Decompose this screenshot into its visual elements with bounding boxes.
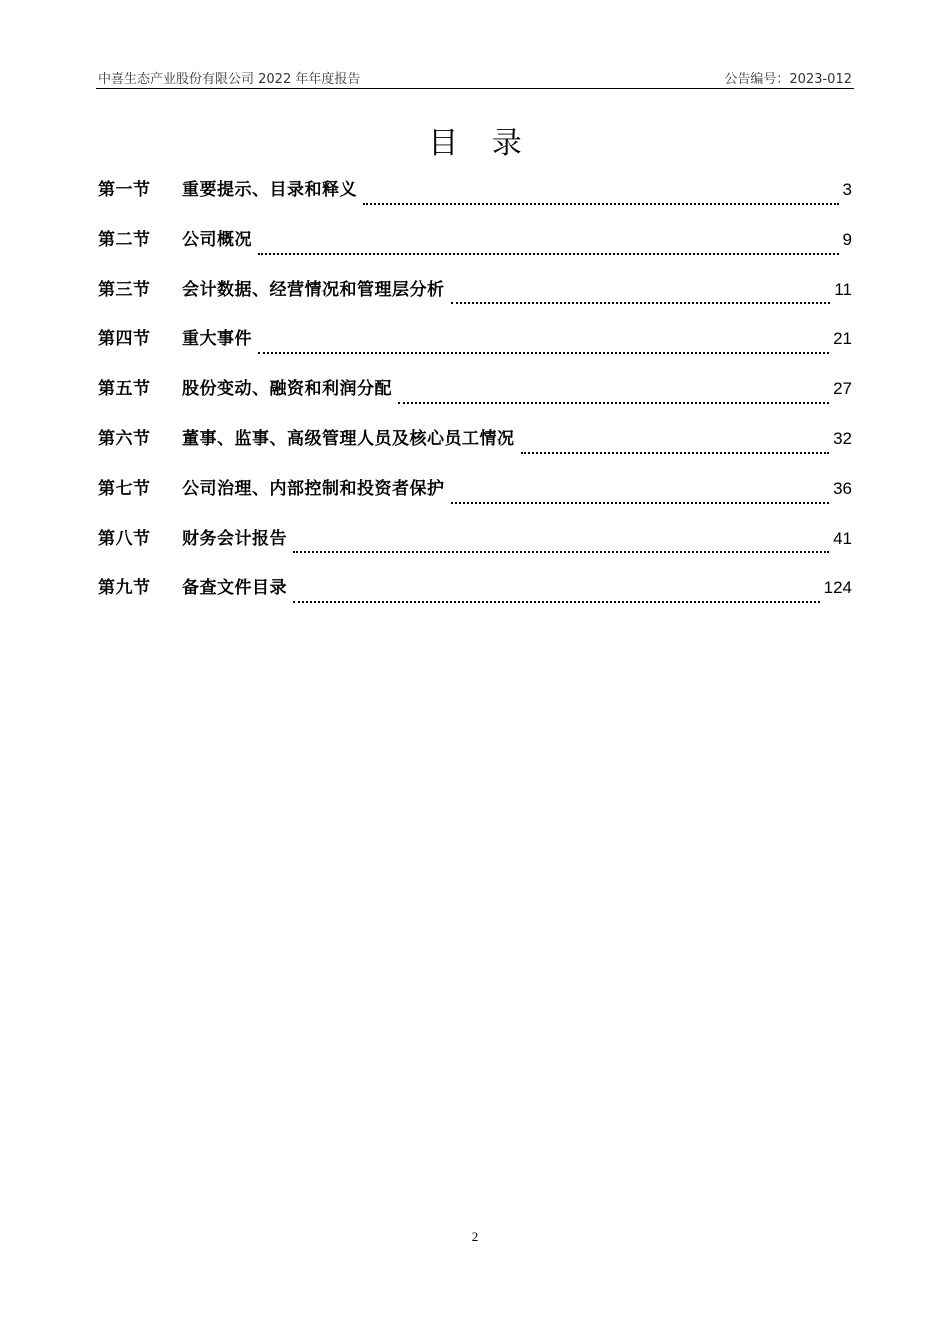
announcement-number: 公告编号：2023-012	[724, 72, 852, 87]
toc-entry[interactable]	[98, 174, 852, 224]
toc-entry[interactable]	[98, 323, 852, 373]
toc-entry[interactable]	[98, 373, 852, 423]
dot-leader	[258, 253, 839, 255]
toc-section-number: 第二节	[98, 229, 151, 250]
dot-leader	[451, 502, 830, 504]
toc-entry[interactable]	[98, 274, 852, 324]
dot-leader	[398, 402, 829, 404]
toc-section-title: 备查文件目录	[182, 578, 287, 599]
toc-section-title: 公司治理、内部控制和投资者保护	[182, 478, 445, 499]
toc-section-number: 第九节	[98, 578, 151, 599]
toc-page-number: 41	[833, 528, 852, 548]
toc-entry[interactable]	[98, 572, 852, 622]
dot-leader	[451, 302, 831, 304]
toc-section-number: 第七节	[98, 478, 151, 499]
toc-section-number: 第六节	[98, 428, 151, 449]
toc-page-number: 32	[833, 428, 852, 448]
toc-section-title: 股份变动、融资和利润分配	[182, 379, 392, 400]
toc-section-number: 第四节	[98, 329, 151, 350]
dot-leader	[293, 601, 820, 603]
toc-section-number: 第八节	[98, 528, 151, 549]
toc-page-number: 124	[823, 578, 852, 598]
toc-heading: 目 录	[428, 126, 534, 161]
toc-page-number: 11	[834, 279, 852, 299]
report-title-header: 中喜生态产业股份有限公司 2022 年年度报告	[98, 72, 361, 87]
toc-section-title: 重大事件	[182, 329, 252, 350]
toc-section-title: 公司概况	[182, 229, 252, 250]
toc-page-number: 3	[842, 180, 852, 199]
dot-leader	[363, 203, 839, 205]
toc-section-title: 会计数据、经营情况和管理层分析	[182, 279, 445, 300]
toc-entry[interactable]	[98, 473, 852, 523]
toc-page-number: 21	[833, 329, 852, 349]
toc-entry[interactable]	[98, 523, 852, 573]
toc-section-title: 董事、监事、高级管理人员及核心员工情况	[182, 428, 515, 449]
dot-leader	[521, 452, 830, 454]
toc-entry[interactable]	[98, 224, 852, 274]
toc-page-number: 27	[833, 379, 852, 399]
toc-section-number: 第一节	[98, 180, 151, 200]
dot-leader	[258, 352, 829, 354]
toc-page-number: 36	[833, 478, 852, 498]
toc-entry[interactable]	[98, 423, 852, 473]
toc-section-title: 财务会计报告	[182, 528, 287, 549]
dot-leader	[293, 551, 829, 553]
table-of-contents	[98, 174, 852, 622]
toc-section-number: 第三节	[98, 279, 151, 300]
toc-page-number: 9	[842, 229, 852, 249]
page-number: 2	[471, 1229, 479, 1244]
page-header	[96, 66, 854, 89]
toc-section-number: 第五节	[98, 379, 151, 400]
toc-section-title: 重要提示、目录和释义	[182, 180, 357, 200]
